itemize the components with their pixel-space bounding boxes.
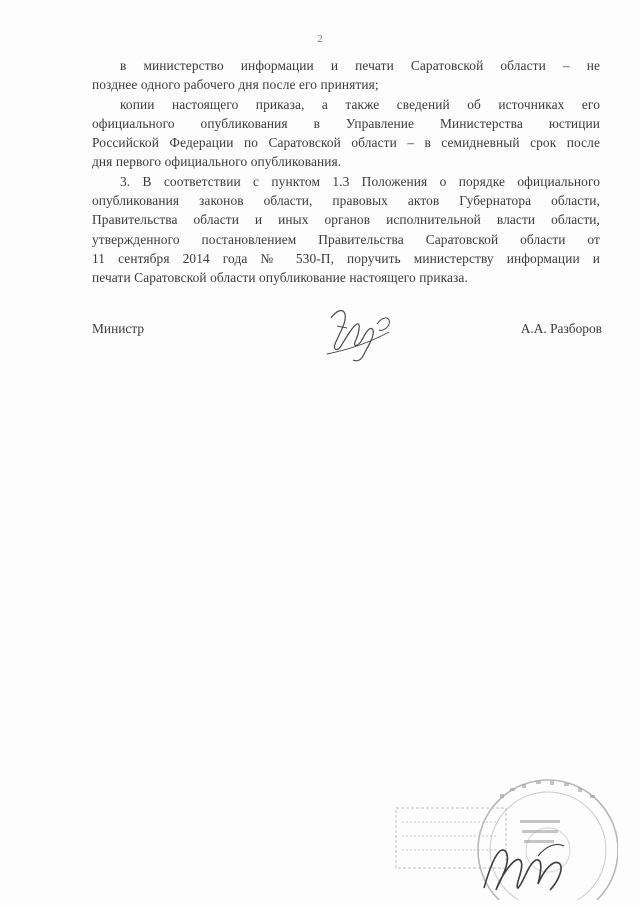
paragraph-2-line-4: дня первого официального опубликования. <box>92 154 342 170</box>
paragraph-1-line-2: позднее одного рабочего дня после его принятия; <box>92 77 379 93</box>
signatory-name: А.А. Разборов <box>520 321 602 336</box>
certification-stamp <box>388 760 618 900</box>
paragraph-2 <box>92 95 600 172</box>
paragraph-3-line-6: печати Саратовской области опубликование настоящего приказа. <box>92 270 468 286</box>
signature-block <box>92 314 602 374</box>
paragraph-1-line-1: в министерство информации и печати Саратовской области – не <box>120 58 600 73</box>
paragraph-3-line-3: Правительства области и иных органов исполнительной власти области, <box>92 212 600 228</box>
paragraph-3-line-4: утвержденного постановлением Правительства Саратовской области от <box>92 231 600 247</box>
signatory-title: Министр <box>92 321 145 336</box>
paragraph-2-line-3: Российской Федерации по Саратовской области – в семидневный срок после <box>92 135 600 151</box>
handwritten-signature <box>317 304 397 366</box>
paragraph-1 <box>92 56 600 95</box>
paragraph-2-line-1: копии настоящего приказа, а также сведений об источниках его <box>120 96 600 112</box>
paragraph-3 <box>92 172 600 288</box>
body-text <box>92 56 600 288</box>
page-number: 2 <box>317 33 323 45</box>
paragraph-2-line-2: официального опубликования в Управление Министерства юстиции <box>92 115 600 131</box>
paragraph-3-line-2: опубликования законов области, правовых актов Губернатора области, <box>92 193 600 209</box>
paragraph-3-line-1: 3. В соответствии с пунктом 1.3 Положения о порядке официального <box>120 173 600 189</box>
paragraph-3-line-5: 11 сентября 2014 года № 530-П, поручить министерству информации и <box>92 250 600 266</box>
